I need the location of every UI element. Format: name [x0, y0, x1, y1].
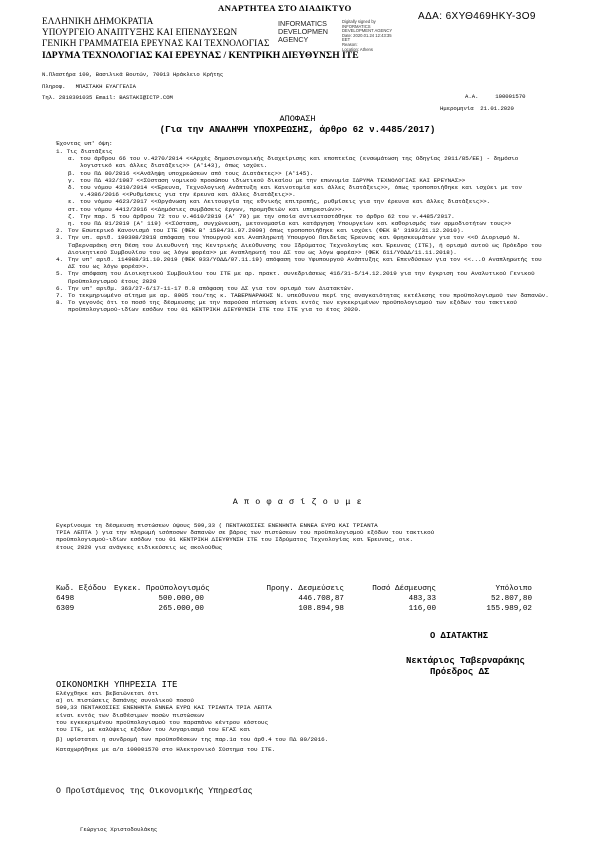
- signature-detail-line: Reason:: [342, 41, 358, 47]
- subitem-letter: δ.: [68, 184, 76, 192]
- subitem-letter: ζ.: [68, 212, 76, 220]
- signature-detail-line: DEVELOPMENT AGENCY: [342, 28, 393, 34]
- item-text: Το τεκμηριωμένο αίτημα με αρ. 8005 του/της κ. ΤΑΒΕΡΝΑΡΑΚΗΣ Ν. υπεύθυνου περί της αναγκαιότητας εκτέλεσης του προϋπολογισμού των δαπανών.: [68, 292, 549, 300]
- logo-word-1: INFORMATICS: [278, 19, 327, 28]
- cell-code: 6498: [56, 595, 75, 603]
- approval-line: Εγκρίνουμε τη δέσμευση πιστώσεων ύψους 599,33 ( ΠΕΝΤΑΚΟΣΙΕΣ ΕΝΕΝΗΝΤΑ ΕΝΝΕΑ ΕΥΡΩ ΚΑΙ ΤΡΙΑΝΤΑ: [56, 522, 378, 529]
- consideration-subitem: [56, 213, 556, 220]
- date-label: Ημερομηνία: [440, 105, 474, 112]
- cell-amount: 483,33: [408, 595, 436, 603]
- consideration-subitem: [56, 170, 556, 177]
- approval-paragraph: [56, 522, 434, 551]
- cell-approved: 265.000,00: [158, 605, 204, 613]
- approval-line: ΤΡΙΑ ΛΕΠΤΑ ) για την πληρωμή ισόποσων δαπανών σε βάρος των πιστώσεων του προϋπολογισμού εξόδων του τακτικού: [56, 529, 435, 537]
- item-number: 5.: [56, 270, 64, 278]
- aa-value: 100001570: [495, 93, 526, 100]
- finance-line: Καταχωρήθηκε με α/α 100001570 στο Ηλεκτρονικό Σύστημα του ΙΤΕ.: [56, 746, 276, 754]
- subitem-letter: α.: [68, 155, 76, 163]
- budget-table: [56, 585, 532, 615]
- address: Ν.Πλαστήρα 100, Βασιλικά Βουτών, 70013 Ηράκλειο Κρήτης: [42, 71, 224, 78]
- item-number: 8.: [56, 299, 64, 307]
- budget-table-header: [56, 585, 532, 595]
- consideration-subitem: [56, 155, 556, 169]
- col-previous: Προηγ. Δεσμεύσεις: [266, 585, 344, 593]
- finance-line: Ελέγχθηκε και βεβαιώνεται ότι: [56, 690, 159, 697]
- signatory-name: Νεκτάριος Ταβερναράκης: [406, 656, 525, 666]
- subitem-text: Την παρ. 5 του άρθρου 72 του ν.4610/2019 (Α' 70) με την οποία αντικαταστάθηκε το άρθρο 62 του ν.4485/2017.: [80, 212, 455, 220]
- item-text: Την υπ' αριθμ. 363/27-6/17-11-17 θ.8 απόφαση του ΔΣ για τον ορισμό των Διατακτών.: [68, 284, 355, 292]
- subitem-text: του ΠΔ 432/1987 <<Σύσταση νομικού προσώπου ιδιωτικού δικαίου με την επωνυμία ΙΔΡΥΜΑ ΤΕΧΝΟΛΟΓΙΑΣ ΚΑΙ ΕΡΕΥΝΑΣ>>: [80, 176, 466, 184]
- header-line-2: ΥΠΟΥΡΓΕΙΟ ΑΝΑΠΤΥΞΗΣ ΚΑΙ ΕΠΕΝΔΥΣΕΩΝ: [42, 27, 238, 37]
- cell-remaining: 155.989,02: [486, 605, 532, 613]
- date-value: 21.01.2020: [480, 105, 514, 112]
- item-number: 7.: [56, 292, 64, 300]
- decision-title: ΑΠΟΦΑΣΗ: [279, 114, 316, 124]
- col-remaining: Υπόλοιπο: [495, 585, 532, 593]
- subitem-text: του ΠΔ 80/2016 <<Ανάληψη υποχρεώσεων από τους Διατάκτες>> (Α'145).: [80, 169, 314, 177]
- finance-line: του εγκεκριμένου προϋπολογισμού του παραπάνω κέντρου κόστους: [56, 718, 269, 726]
- info-line: [42, 83, 136, 90]
- aa-label: Α.Α.: [465, 93, 479, 100]
- considerations-list: [56, 148, 556, 314]
- signature-detail-line: EET: [342, 37, 351, 43]
- decision-subtitle: (Για την ΑΝΑΛΗΨΗ ΥΠΟΧΡΕΩΣΗΣ, άρθρο 62 ν.4485/2017): [159, 124, 436, 135]
- contact-line: Τηλ. 2810391035 Email: BASTAKI@ICTP.COM: [42, 94, 173, 101]
- logo-word-3: AGENCY: [278, 35, 309, 44]
- consideration-subitem: [56, 206, 556, 213]
- consideration-item: [56, 292, 556, 299]
- item-number: 3.: [56, 234, 64, 242]
- finance-line: είναι εντός των διαθέσιμων ποσών πιστώσεων: [56, 711, 205, 719]
- col-approved: Εγκεκ. Προϋπολογισμός: [114, 585, 210, 593]
- consideration-subitem: [56, 177, 556, 184]
- item-number: 2.: [56, 227, 64, 235]
- finance-line: του ΙΤΕ, με καλύψεις εξόδων του Λογαριασμό του ΕΓΑΣ και: [56, 726, 251, 734]
- subitem-letter: β.: [68, 169, 76, 177]
- consideration-item: [56, 148, 556, 155]
- cell-remaining: 52.807,80: [490, 595, 532, 603]
- signatory-title: Πρόεδρος ΔΣ: [430, 667, 490, 677]
- finance-heading: ΟΙΚΟΝΟΜΙΚΗ ΥΠΗΡΕΣΙΑ ΙΤΕ: [56, 680, 178, 690]
- subitem-letter: ε.: [68, 198, 76, 206]
- subitem-letter: γ.: [68, 176, 76, 184]
- approval-line: προϋπολογισμού-ιδίων εσόδων του 01 ΚΕΝΤΡΙΚΗ ΔΙΕΥΘΥΝΣΗ ΙΤΕ του Ιδρύματος Τεχνολογίας και Έρευνας, οικ.: [56, 536, 414, 544]
- approval-line: έτους 2020 για ανάγκες ειδικεύσεις ως ακολούθως: [56, 543, 223, 551]
- subitem-text: του νόμου 4623/2017 <<Οργάνωση και Λειτουργία της εθνικής επιτροπής, ρυθμίσεις για την έρευνα και άλλες διατάξεις>>.: [80, 198, 491, 206]
- signature-details: [342, 20, 392, 52]
- finance-head-title: Ο Προϊστάμενος της Οικονομικής Υπηρεσίας: [56, 787, 253, 796]
- logo-word-2: DEVELOPMEN: [278, 27, 328, 36]
- consideration-subitem: [56, 184, 556, 198]
- signature-detail-line: Digitally signed by: [342, 19, 376, 24]
- info-name: ΜΠΑΣΤΑΚΗ ΕΥΑΓΓΕΛΙΑ: [75, 83, 137, 90]
- consideration-item: [56, 285, 556, 292]
- consideration-subitems: [56, 155, 556, 227]
- header-line-3: ΓΕΝΙΚΗ ΓΡΑΜΜΑΤΕΙΑ ΕΡΕΥΝΑΣ ΚΑΙ ΤΕΧΝΟΛΟΓΙΑΣ: [42, 38, 270, 48]
- finance-head-name: Γεώργιος Χριστοδουλάκης: [80, 826, 158, 833]
- consideration-item: [56, 256, 556, 270]
- subitem-text: του άρθρου 66 του ν.4270/2014 <<Αρχές δημοσιονομικής διαχείρισης και εποπτείας (ενσωμάτωση της Οδηγίας 2011/85/ΕΕ) - δημόσιο λογιστικό και άλλες διατάξεις>> (Α'143), όπως ισχύει.: [80, 155, 519, 170]
- header-line-4: ΙΔΡΥΜΑ ΤΕΧΝΟΛΟΓΙΑΣ ΚΑΙ ΕΡΕΥΝΑΣ / ΚΕΝΤΡΙΚΗ ΔΙΕΥΘΥΝΣΗ ΙΤΕ: [42, 50, 359, 61]
- ada-code: ΑΔΑ: 6ΧΥΘ469ΗΚΥ-3Ο9: [418, 11, 536, 22]
- cell-amount: 116,00: [408, 605, 436, 613]
- cell-approved: 500.000,00: [158, 595, 204, 603]
- subitem-letter: η.: [68, 220, 76, 228]
- finance-line: α) οι πιστώσεις δαπάνης συνολικού ποσού: [56, 697, 194, 705]
- consideration-title: 1. Τις διατάξεις: [56, 148, 113, 155]
- item-text: Το γεγονός ότι το ποσό της δέσμευσης με την παρούσα πίστωση είναι εντός των εγκεκριμένων προϋπολογισμού των εξόδων του τακτικού προϋπολογισμού-ιδίων εσόδων του 01 ΚΕΝΤΡΙΚΗ ΔΙΕΥΘΥΝΣΗ ΙΤΕ του ΙΤΕ για το έτος 2020.: [68, 299, 517, 314]
- decide-heading: Α π ο φ α σ ί ζ ο υ μ ε: [232, 497, 363, 507]
- subitem-text: του ΠΔ 81/2019 (Α' 119) <<Σύσταση, συγχώνευση, μετονομασία και κατάργηση Υπουργείων και καθορισμός των αρμοδιοτήτων τους>>: [80, 220, 512, 228]
- consideration-item: [56, 227, 556, 234]
- subitem-text: του νόμου 4412/2016 <<Δημόσιες συμβάσεις έργων, προμηθειών και υπηρεσιών>>.: [80, 205, 346, 213]
- document-date: [440, 105, 514, 112]
- signature-logo: [278, 20, 340, 44]
- consideration-item: [56, 299, 556, 313]
- signatory-role: Ο ΔΙΑΤΑΚΤΗΣ: [430, 631, 489, 641]
- item-text: Την απόφαση του Διοικητικού Συμβουλίου του ΙΤΕ με αρ. πρακτ. συνεδριάσεως 416/31-5/14.12.2019 για την έγκριση του Αναλυτικού Γενικού Προϋπολογισμού έτους 2020: [68, 270, 535, 285]
- item-text: Τον Εσωτερικό Κανονισμό του ΙΤΕ (ΦΕΚ Β' 1584/31.07.2009) όπως τροποποιήθηκε και ισχύει (ΦΕΚ Β' 3193/31.12.2010).: [68, 227, 464, 235]
- consideration-items: [56, 227, 556, 313]
- table-row: [56, 605, 532, 615]
- col-code: Κωδ. Εξόδου: [56, 585, 107, 593]
- col-amount: Ποσό Δέσμευσης: [372, 585, 436, 593]
- finance-line: 599,33 ΠΕΝΤΑΚΟΣΙΕΣ ΕΝΕΝΗΝΤΑ ΕΝΝΕΑ ΕΥΡΩ ΚΑΙ ΤΡΙΑΝΤΑ ΤΡΙΑ ΛΕΠΤΑ: [56, 704, 272, 712]
- subitem-letter: στ.: [68, 205, 79, 213]
- protocol-number: [465, 93, 525, 100]
- signature-detail-line: Location: Athens: [342, 46, 373, 52]
- finance-line: β) υφίσταται η συνδρομή των προϋποθέσεων της παρ.1α του άρθ.4 του ΠΔ 80/2016.: [56, 736, 329, 744]
- cell-previous: 108.894,98: [298, 605, 344, 613]
- having-regard-label: Έχοντας υπ' όψη:: [56, 140, 113, 147]
- consideration-subitem: [56, 198, 556, 205]
- cell-previous: 446.708,87: [298, 595, 344, 603]
- item-number: 6.: [56, 284, 64, 292]
- signature-detail-line: Date: 2020.01.24 12:43:35: [342, 32, 392, 38]
- cell-code: 6309: [56, 605, 75, 613]
- header-line-1: ΕΛΛΗΝΙΚΗ ΔΗΜΟΚΡΑΤΙΑ: [42, 16, 154, 26]
- item-text: Την υπ' αριθ. 114988/31.10.2019 (ΦΕΚ 933/ΥΟΔΔ/07.11.19) απόφαση του Υφυπουργού Ανάπτυξης και Επενδύσεων για τον <<...Ο Αναπληρωτής του ΔΣ του ως λόγω φορέα>>.: [68, 256, 542, 271]
- item-text: Την υπ. αριθ. 190308/2018 απόφαση του Υπουργού και Αναπληρωτή Υπουργού Παιδείας Έρευνας και Θρησκευμάτων για τον <<Ο Διορισμό Ν. Ταβερναράκη στη θέση του Διευθυντή της Κεντρικής Διεύθυνσης του Ιδρύματος Τεχνολογίας και Έρευνας (ΙΤΕ), ή ορισμό αυτού ως Πρόεδρο του Διοικητικού Συμβουλίου του ως λόγω φορέα>> με Αναπληρωτή του ΔΣ του ως λόγω φορέα>> (ΦΕΚ 611/ΥΟΔΔ/11.11.2018).: [68, 234, 542, 256]
- consideration-item: [56, 270, 556, 284]
- consideration-subitem: [56, 220, 556, 227]
- item-number: 4.: [56, 256, 64, 264]
- finance-check: [56, 690, 328, 754]
- info-label: Πληροφ.: [42, 83, 66, 90]
- publication-watermark: ΑΝΑΡΤΗΤΕΑ ΣΤΟ ΔΙΑΔΙΚΤΥΟ: [218, 3, 352, 13]
- subitem-text: του νόμου 4310/2014 <<Έρευνα, Τεχνολογική Ανάπτυξη και Καινοτομία και άλλες διατάξεις>>, όπως τροποποιήθηκε και ισχύει με τον ν.4386/2016 <<Ρυθμίσεις για την έρευνα και άλλες διατάξεις>>.: [80, 184, 522, 199]
- table-row: [56, 595, 532, 605]
- signature-detail-line: INFORMATICS: [342, 23, 371, 29]
- consideration-item: [56, 234, 556, 256]
